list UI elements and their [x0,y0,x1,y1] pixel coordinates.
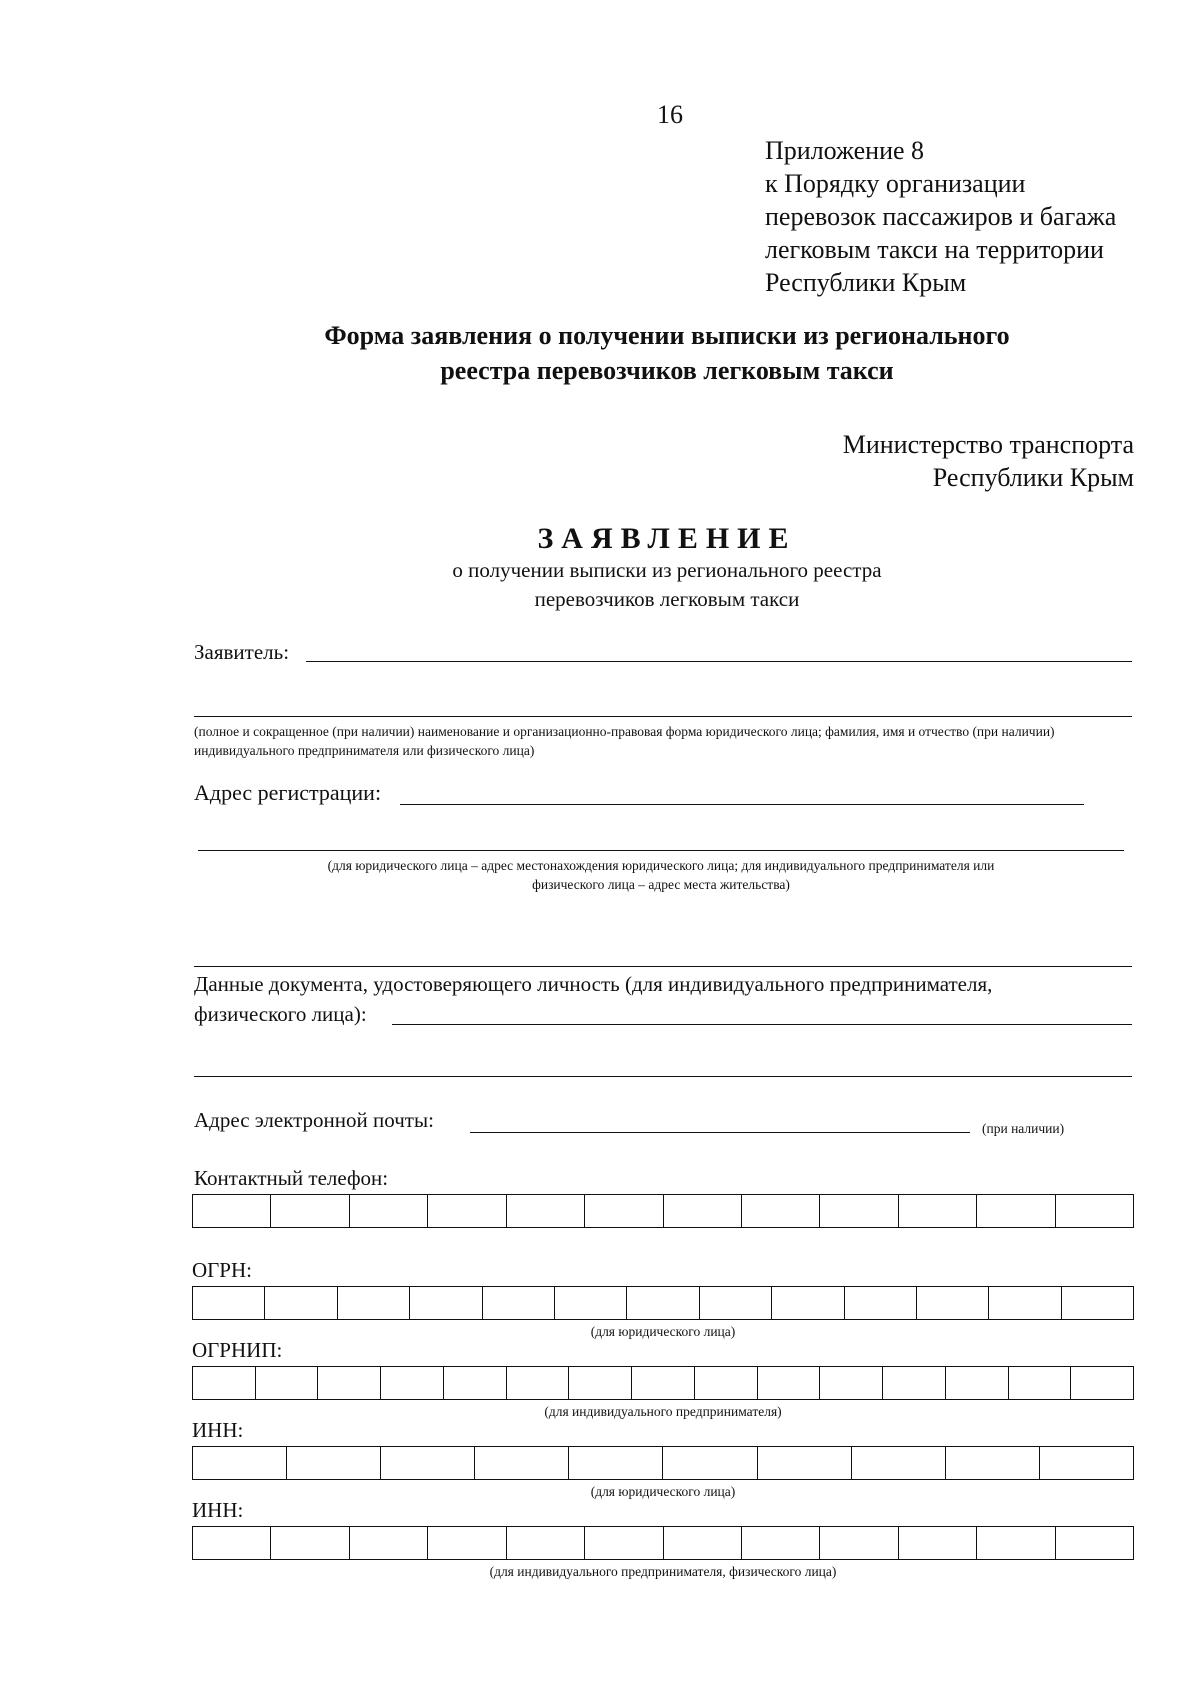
inn-legal-cells[interactable] [192,1446,1134,1480]
applicant-label: Заявитель: [194,640,290,664]
digit-cell[interactable] [664,1195,742,1227]
digit-cell[interactable] [1056,1527,1133,1559]
address-label: Адрес регистрации: [194,780,382,805]
applicant-field-line-2[interactable] [194,716,1132,717]
digit-cell[interactable] [627,1287,699,1319]
ogrnip-cells[interactable] [192,1366,1134,1400]
digit-cell[interactable] [899,1195,977,1227]
statement-subtitle-line: перевозчиков легковым такси [534,587,800,611]
digit-cell[interactable] [946,1367,1009,1399]
appendix-line: к Порядку организации [765,169,1026,198]
digit-cell[interactable] [1009,1367,1072,1399]
inn-person-cells[interactable] [192,1526,1134,1560]
digit-cell[interactable] [1056,1195,1133,1227]
addressee-line: Министерство транспорта [842,430,1134,459]
digit-cell[interactable] [1040,1447,1133,1479]
address-note-line: (для юридического лица – адрес местонахождения юридического лица; для индивидуального предпринимателя или [327,858,995,873]
address-field-line-2[interactable] [198,850,1124,851]
digit-cell[interactable] [193,1287,265,1319]
digit-cell[interactable] [475,1447,569,1479]
digit-cell[interactable] [585,1527,663,1559]
digit-cell[interactable] [507,1527,585,1559]
appendix-line: легковым такси на территории [765,235,1104,264]
digit-cell[interactable] [569,1367,632,1399]
email-label: Адрес электронной почты: [194,1108,434,1132]
digit-cell[interactable] [271,1195,349,1227]
digit-cell[interactable] [852,1447,946,1479]
digit-cell[interactable] [555,1287,627,1319]
statement-subtitle [170,556,1164,614]
digit-cell[interactable] [271,1527,349,1559]
digit-cell[interactable] [772,1287,844,1319]
ogrn-label: ОГРН: [192,1258,252,1282]
email-field-line[interactable] [470,1132,970,1133]
statement-subtitle-line: о получении выписки из регионального реестра [452,558,882,582]
digit-cell[interactable] [483,1287,555,1319]
digit-cell[interactable] [193,1527,271,1559]
form-title [170,318,1164,388]
form-title-line: Форма заявления о получении выписки из регионального [324,321,1010,350]
digit-cell[interactable] [695,1367,758,1399]
digit-cell[interactable] [663,1447,757,1479]
digit-cell[interactable] [444,1367,507,1399]
digit-cell[interactable] [193,1195,271,1227]
digit-cell[interactable] [917,1287,989,1319]
digit-cell[interactable] [507,1195,585,1227]
email-note: (при наличии) [982,1121,1065,1136]
appendix-line: перевозок пассажиров и багажа [765,202,1117,231]
page-number: 16 [657,100,683,129]
digit-cell[interactable] [410,1287,482,1319]
digit-cell[interactable] [428,1195,506,1227]
inn-legal-label: ИНН: [192,1418,244,1442]
digit-cell[interactable] [845,1287,917,1319]
digit-cell[interactable] [350,1195,428,1227]
phone-cells[interactable] [192,1194,1134,1228]
digit-cell[interactable] [632,1367,695,1399]
digit-cell[interactable] [820,1195,898,1227]
digit-cell[interactable] [977,1527,1055,1559]
form-title-line: реестра перевозчиков легковым такси [440,356,894,385]
applicant-note: (полное и сокращенное (при наличии) наименование и организационно-правовая форма юридического лица; фамилия, имя и отчество (при наличии) индивидуального предпринимателя или физического лица) [194,724,1055,758]
id-document-label-cont: физического лица): [194,1002,367,1026]
applicant-field-line[interactable] [306,661,1132,662]
digit-cell[interactable] [989,1287,1061,1319]
digit-cell[interactable] [700,1287,772,1319]
digit-cell[interactable] [883,1367,946,1399]
digit-cell[interactable] [381,1447,475,1479]
addressee [843,428,1134,494]
appendix-line: Приложение 8 [765,136,925,165]
digit-cell[interactable] [742,1527,820,1559]
digit-cell[interactable] [265,1287,337,1319]
appendix-line: Республики Крым [765,268,967,297]
phone-label: Контактный телефон: [194,1166,389,1190]
addressee-line: Республики Крым [932,463,1134,492]
address-field-line-3[interactable] [194,966,1132,967]
ogrnip-note: (для индивидуального предпринимателя) [544,1404,782,1419]
digit-cell[interactable] [193,1367,256,1399]
appendix-reference [765,134,1116,299]
digit-cell[interactable] [256,1367,319,1399]
address-field-line[interactable] [400,804,1084,805]
digit-cell[interactable] [318,1367,381,1399]
digit-cell[interactable] [350,1527,428,1559]
digit-cell[interactable] [585,1195,663,1227]
address-note [198,856,1124,894]
digit-cell[interactable] [1071,1367,1133,1399]
digit-cell[interactable] [899,1527,977,1559]
id-document-label: Данные документа, удостоверяющего личность (для индивидуального предпринимателя, [194,972,993,996]
digit-cell[interactable] [820,1527,898,1559]
inn-person-label: ИНН: [192,1498,244,1522]
statement-heading: ЗАЯВЛЕНИЕ [537,522,797,555]
digit-cell[interactable] [946,1447,1040,1479]
digit-cell[interactable] [742,1195,820,1227]
digit-cell[interactable] [664,1527,742,1559]
digit-cell[interactable] [820,1367,883,1399]
digit-cell[interactable] [977,1195,1055,1227]
id-document-field-line-2[interactable] [194,1076,1132,1077]
digit-cell[interactable] [569,1447,663,1479]
digit-cell[interactable] [1062,1287,1133,1319]
ogrn-cells[interactable] [192,1286,1134,1320]
inn-person-note: (для индивидуального предпринимателя, физического лица) [489,1564,837,1579]
digit-cell[interactable] [758,1447,852,1479]
address-note-line: физического лица – адрес места жительства) [532,877,790,892]
digit-cell[interactable] [428,1527,506,1559]
ogrn-note: (для юридического лица) [590,1324,736,1339]
digit-cell[interactable] [193,1447,287,1479]
digit-cell[interactable] [758,1367,821,1399]
ogrnip-label: ОГРНИП: [192,1338,283,1362]
digit-cell[interactable] [338,1287,410,1319]
digit-cell[interactable] [507,1367,570,1399]
digit-cell[interactable] [381,1367,444,1399]
inn-legal-note: (для юридического лица) [590,1484,736,1499]
id-document-field-line[interactable] [392,1024,1132,1025]
digit-cell[interactable] [287,1447,381,1479]
